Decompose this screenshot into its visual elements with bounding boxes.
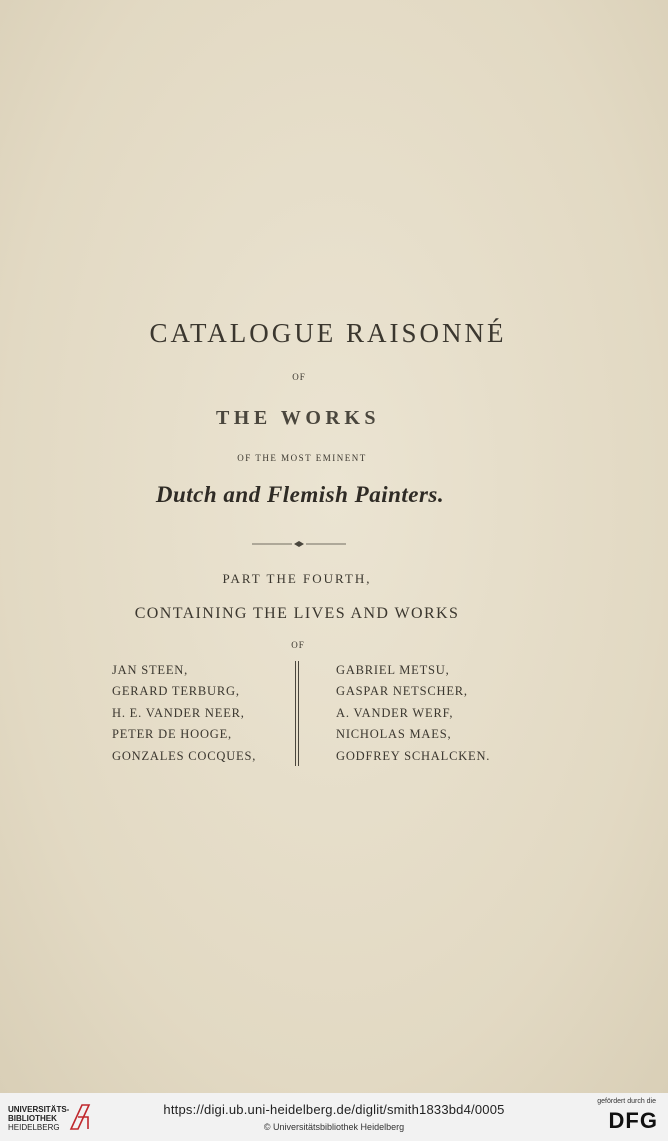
- copyright-notice: © Universitätsbibliothek Heidelberg: [263, 1122, 405, 1132]
- library-name[interactable]: UNIVERSITÄTS- BIBLIOTHEK HEIDELBERG: [8, 1105, 70, 1132]
- column-divider: [295, 661, 296, 766]
- list-item: GERARD TERBURG,: [112, 684, 240, 699]
- list-item: GASPAR NETSCHER,: [336, 684, 468, 699]
- of-line-2: OF: [291, 640, 305, 650]
- of-line-1: OF: [292, 372, 306, 382]
- list-item: A. VANDER WERF,: [336, 705, 454, 720]
- list-item: GONZALES COCQUES,: [112, 748, 257, 763]
- footer-bar: [0, 1093, 668, 1141]
- page-title: CATALOGUE RAISONNÉ: [149, 318, 507, 348]
- dfg-logo[interactable]: DFG: [608, 1108, 658, 1133]
- ornament-rule-icon: [252, 540, 346, 548]
- list-item: NICHOLAS MAES,: [336, 727, 452, 742]
- painters-list-right: [336, 660, 490, 767]
- containing-line: CONTAINING THE LIVES AND WORKS: [134, 605, 460, 622]
- painters-line: Dutch and Flemish Painters.: [155, 482, 445, 507]
- list-item: JAN STEEN,: [112, 663, 189, 677]
- list-item: PETER DE HOOGE,: [112, 727, 232, 742]
- funded-by-label: gefördert durch die: [597, 1098, 656, 1105]
- eminent-line: OF THE MOST EMINENT: [237, 453, 367, 463]
- painters-list-left: [112, 660, 256, 767]
- part-line: PART THE FOURTH,: [222, 571, 372, 586]
- column-divider: [298, 661, 299, 766]
- list-item: H. E. VANDER NEER,: [112, 705, 245, 720]
- list-item: GABRIEL METSU,: [336, 663, 450, 677]
- list-item: GODFREY SCHALCKEN.: [336, 748, 491, 763]
- permalink-url[interactable]: https://digi.ub.uni-heidelberg.de/diglit/smith1833bd4/0005: [163, 1102, 505, 1117]
- works-heading: THE WORKS: [215, 407, 381, 429]
